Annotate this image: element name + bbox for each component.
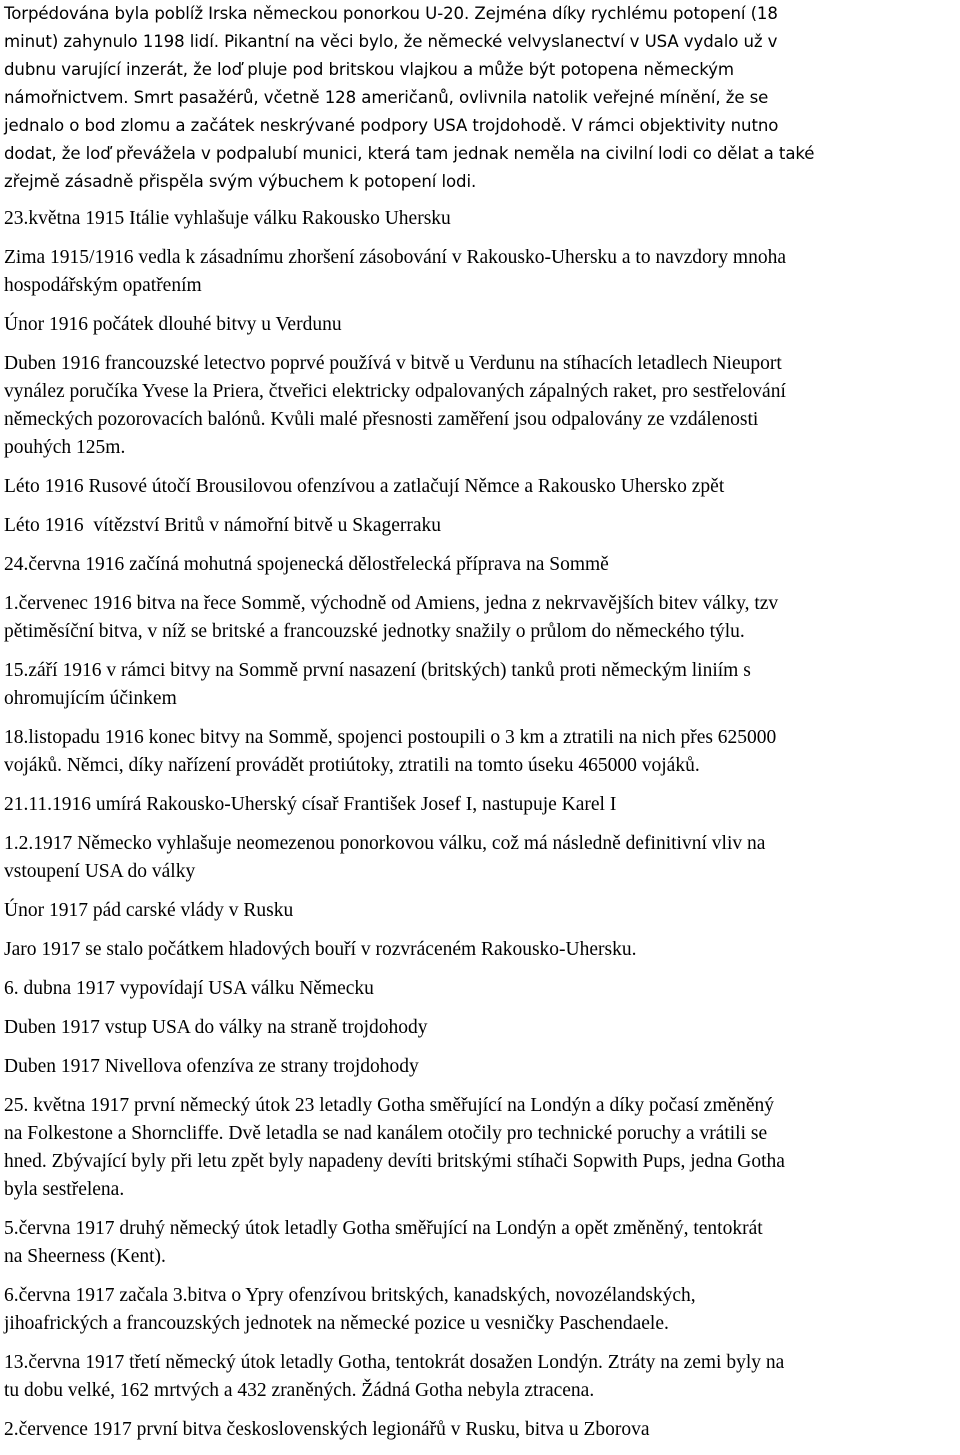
timeline-entry <box>4 657 956 713</box>
entry-line: na Sheerness (Kent). <box>4 1246 166 1267</box>
intro-paragraph <box>4 0 956 196</box>
timeline-entry <box>4 724 956 780</box>
timeline-entry <box>4 551 956 579</box>
entry-line: byla sestřelena. <box>4 1179 125 1200</box>
entry-line: Duben 1917 Nivellova ofenzíva ze strany trojdohody <box>4 1056 419 1077</box>
entry-line: 6. dubna 1917 vypovídají USA válku Německu <box>4 978 374 999</box>
timeline-entry <box>4 830 956 886</box>
document-page <box>4 0 956 1455</box>
entry-line: Duben 1917 vstup USA do války na straně trojdohody <box>4 1017 428 1038</box>
entry-line: 1.červenec 1916 bitva na řece Sommě, východně od Amiens, jedna z nekrvavějších bitev války, tzv <box>4 593 779 614</box>
entry-line: hospodářským opatřením <box>4 275 202 296</box>
timeline-entry <box>4 590 956 646</box>
intro-line: dodat, že loď převážela v podpalubí munici, která tam jednak neměla na civilní lodi co dělat a také <box>4 144 815 163</box>
entry-line: vstoupení USA do války <box>4 861 196 882</box>
entry-line: Léto 1916 vítězství Britů v námořní bitvě u Skagerraku <box>4 515 442 536</box>
entry-line: vynález poručíka Yvese la Priera, čtveřici elektricky odpalovaných zápalných raket, pro sestřelování <box>4 381 786 402</box>
entry-line: Únor 1916 počátek dlouhé bitvy u Verdunu <box>4 314 342 335</box>
timeline-entry <box>4 791 956 819</box>
timeline-entry <box>4 205 956 233</box>
entry-line: jihoafrických a francouzských jednotek na německé pozice u vesničky Paschendaele. <box>4 1313 669 1334</box>
entry-line: 2.července 1917 první bitva československých legionářů v Rusku, bitva u Zborova <box>4 1419 650 1440</box>
entry-line: 24.června 1916 začíná mohutná spojenecká dělostřelecká příprava na Sommě <box>4 554 609 575</box>
entry-line: vojáků. Němci, díky nařízení provádět protiútoky, ztratili na tomto úseku 465000 vojáků. <box>4 755 700 776</box>
entry-line: Jaro 1917 se stalo počátkem hladových bouří v rozvráceném Rakousko-Uhersku. <box>4 939 637 960</box>
intro-line: zřejmě zásadně přispěla svým výbuchem k potopení lodi. <box>4 172 477 191</box>
entry-line: ohromujícím účinkem <box>4 688 177 709</box>
timeline-entry <box>4 473 956 501</box>
timeline-entry <box>4 244 956 300</box>
entry-line: 5.června 1917 druhý německý útok letadly Gotha směřující na Londýn a opět změněný, tentokrát <box>4 1218 763 1239</box>
entry-line: německých pozorovacích balónů. Kvůli malé přesnosti zaměření jsou odpalovány ze vzdálenosti <box>4 409 759 430</box>
timeline-entry <box>4 1349 956 1405</box>
entry-line: 21.11.1916 umírá Rakousko-Uherský císař František Josef I, nastupuje Karel I <box>4 794 617 815</box>
entry-line: pouhých 125m. <box>4 437 126 458</box>
timeline-entry <box>4 897 956 925</box>
entry-line: Únor 1917 pád carské vlády v Rusku <box>4 900 294 921</box>
timeline-entry <box>4 350 956 462</box>
entry-line: 13.června 1917 třetí německý útok letadly Gotha, tentokrát dosažen Londýn. Ztráty na zemi byly na <box>4 1352 785 1373</box>
entry-line: 23.května 1915 Itálie vyhlašuje válku Rakousko Uhersku <box>4 208 451 229</box>
entry-line: 25. května 1917 první německý útok 23 letadly Gotha směřující na Londýn a díky počasí změněný <box>4 1095 775 1116</box>
timeline-entry <box>4 1014 956 1042</box>
timeline-entry <box>4 1416 956 1444</box>
entry-line: 15.září 1916 v rámci bitvy na Sommě první nasazení (britských) tanků proti německým liniím s <box>4 660 751 681</box>
timeline-entry <box>4 1215 956 1271</box>
timeline-entry <box>4 936 956 964</box>
entry-line: 18.listopadu 1916 konec bitvy na Sommě, spojenci postoupili o 3 km a ztratili na nich přes 625000 <box>4 727 777 748</box>
entry-line: Léto 1916 Rusové útočí Brousilovou ofenzívou a zatlačují Němce a Rakousko Uhersko zpět <box>4 476 725 497</box>
timeline-entries <box>4 205 956 1444</box>
intro-line: jednalo o bod zlomu a začátek neskrývané podpory USA trojdohodě. V rámci objektivity nutno <box>4 116 779 135</box>
entry-line: Duben 1916 francouzské letectvo poprvé používá v bitvě u Verdunu na stíhacích letadlech Nieuport <box>4 353 782 374</box>
entry-line: Zima 1915/1916 vedla k zásadnímu zhoršení zásobování v Rakousko-Uhersku a to navzdory mnoha <box>4 247 786 268</box>
entry-line: 1.2.1917 Německo vyhlašuje neomezenou ponorkovou válku, což má následně definitivní vliv na <box>4 833 766 854</box>
entry-line: tu dobu velké, 162 mrtvých a 432 zraněných. Žádná Gotha nebyla ztracena. <box>4 1380 595 1401</box>
intro-line: minut) zahynulo 1198 lidí. Pikantní na věci bylo, že německé velvyslanectví v USA vydalo už v <box>4 32 778 51</box>
entry-line: 6.června 1917 začala 3.bitva o Ypry ofenzívou britských, kanadských, novozélandských, <box>4 1285 696 1306</box>
timeline-entry <box>4 975 956 1003</box>
intro-line: dubnu varující inzerát, že loď pluje pod britskou vlajkou a může být potopena německým <box>4 60 734 79</box>
entry-line: na Folkestone a Shorncliffe. Dvě letadla se nad kanálem otočily pro technické poruchy a vrátili se <box>4 1123 768 1144</box>
timeline-entry <box>4 1053 956 1081</box>
timeline-entry <box>4 512 956 540</box>
entry-line: hned. Zbývající byly při letu zpět byly napadeny devíti britskými stíhači Sopwith Pups, jedna Gotha <box>4 1151 785 1172</box>
entry-line: pětiměsíční bitva, v níž se britské a francouzské jednotky snažily o průlom do německého týlu. <box>4 621 745 642</box>
intro-line: Torpédována byla poblíž Irska německou ponorkou U-20. Zejména díky rychlému potopení (18 <box>4 4 778 23</box>
timeline-entry <box>4 311 956 339</box>
timeline-entry <box>4 1092 956 1204</box>
intro-line: námořnictvem. Smrt pasažérů, včetně 128 američanů, ovlivnila natolik veřejné mínění, že se <box>4 88 769 107</box>
timeline-entry <box>4 1282 956 1338</box>
